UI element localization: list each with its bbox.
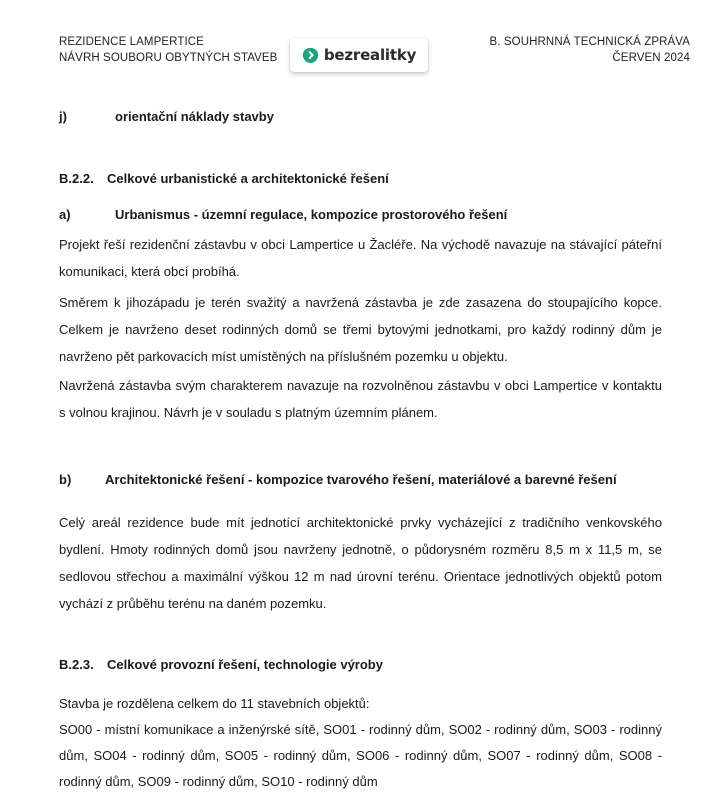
paragraph-b1	[59, 509, 662, 617]
subsection-b-label: b)	[59, 472, 72, 487]
header-project-name: REZIDENCE LAMPERTICE	[59, 36, 204, 48]
bezrealitky-logo	[290, 38, 428, 72]
logo-pin-icon	[302, 47, 319, 64]
section-b23-heading	[59, 657, 383, 672]
header-date: ČERVEN 2024	[612, 52, 690, 64]
paragraph-line: sedlovou střechou a maximální výškou 12 m nad úrovní terénu. Orientace jednotlivých objektů potom	[59, 569, 662, 584]
logo-text: bezrealitky	[323, 46, 417, 64]
paragraph-line: vychází z průběhu terénu na daném pozemku.	[59, 596, 327, 611]
paragraph-line: komunikaci, která obcí probíhá.	[59, 264, 240, 279]
paragraph-line: Navržená zástavba svým charakterem navazuje na rozvolněnou zástavbu v obci Lampertice v kontaktu	[59, 378, 662, 393]
paragraph-line: navrženo pět parkovacích míst umístěných na příslušném pozemku u objektu.	[59, 349, 508, 364]
section-j-heading	[59, 109, 274, 124]
section-j-title: orientační náklady stavby	[115, 109, 274, 124]
section-j-label: j)	[59, 109, 67, 124]
objects-list-line: rodinný dům, SO09 - rodinný dům, SO10 - rodinný dům	[59, 774, 378, 789]
paragraph-line: Celkem je navrženo deset rodinných domů se třemi bytovými jednotkami, pro každý rodinný dům je	[59, 322, 662, 337]
paragraph-line: Projekt řeší rezidenční zástavbu v obci Lampertice u Žacléře. Na východě navazuje na stávající páteřní	[59, 237, 662, 252]
objects-list-line: dům, SO04 - rodinný dům, SO05 - rodinný dům, SO06 - rodinný dům, SO07 - rodinný dům, SO08 -	[59, 748, 662, 763]
header-right	[490, 34, 690, 66]
header-project-subtitle: NÁVRH SOUBORU OBYTNÝCH STAVEB	[59, 52, 278, 64]
objects-list-line: SO00 - místní komunikace a inženýrské sítě, SO01 - rodinný dům, SO02 - rodinný dům, SO03 - rodinný	[59, 722, 662, 737]
section-b22-title: Celkové urbanistické a architektonické řešení	[107, 171, 389, 186]
section-b23-title: Celkové provozní řešení, technologie výroby	[107, 657, 383, 672]
section-b22-number: B.2.2.	[59, 171, 94, 186]
subsection-a-heading	[59, 207, 507, 222]
objects-paragraph	[59, 691, 662, 795]
section-b23-number: B.2.3.	[59, 657, 94, 672]
header-left	[59, 34, 277, 66]
section-b22-heading	[59, 171, 389, 186]
paragraph-a2	[59, 289, 662, 370]
paragraph-line: s volnou krajinou. Návrh je v souladu s platným územním plánem.	[59, 405, 438, 420]
subsection-b-heading	[59, 472, 617, 487]
paragraph-a1	[59, 231, 662, 285]
header-document-title: B. SOUHRNNÁ TECHNICKÁ ZPRÁVA	[489, 36, 690, 48]
subsection-a-label: a)	[59, 207, 71, 222]
subsection-a-title: Urbanismus - územní regulace, kompozice prostorového řešení	[115, 207, 508, 222]
paragraph-line: bydlení. Hmoty rodinných domů jsou navrženy jednotně, o půdorysném rozměru 8,5 m x 11,5 m, se	[59, 542, 662, 557]
paragraph-line: Celý areál rezidence bude mít jednotící architektonické prvky vycházející z tradičního venkovského	[59, 515, 662, 530]
subsection-b-title: Architektonické řešení - kompozice tvarového řešení, materiálové a barevné řešení	[105, 472, 617, 487]
paragraph-line: Směrem k jihozápadu je terén svažitý a navržená zástavba je zde zasazena do stoupajícího kopce.	[59, 295, 662, 310]
objects-intro: Stavba je rozdělena celkem do 11 stavebních objektů:	[59, 696, 370, 711]
paragraph-a3	[59, 372, 662, 426]
